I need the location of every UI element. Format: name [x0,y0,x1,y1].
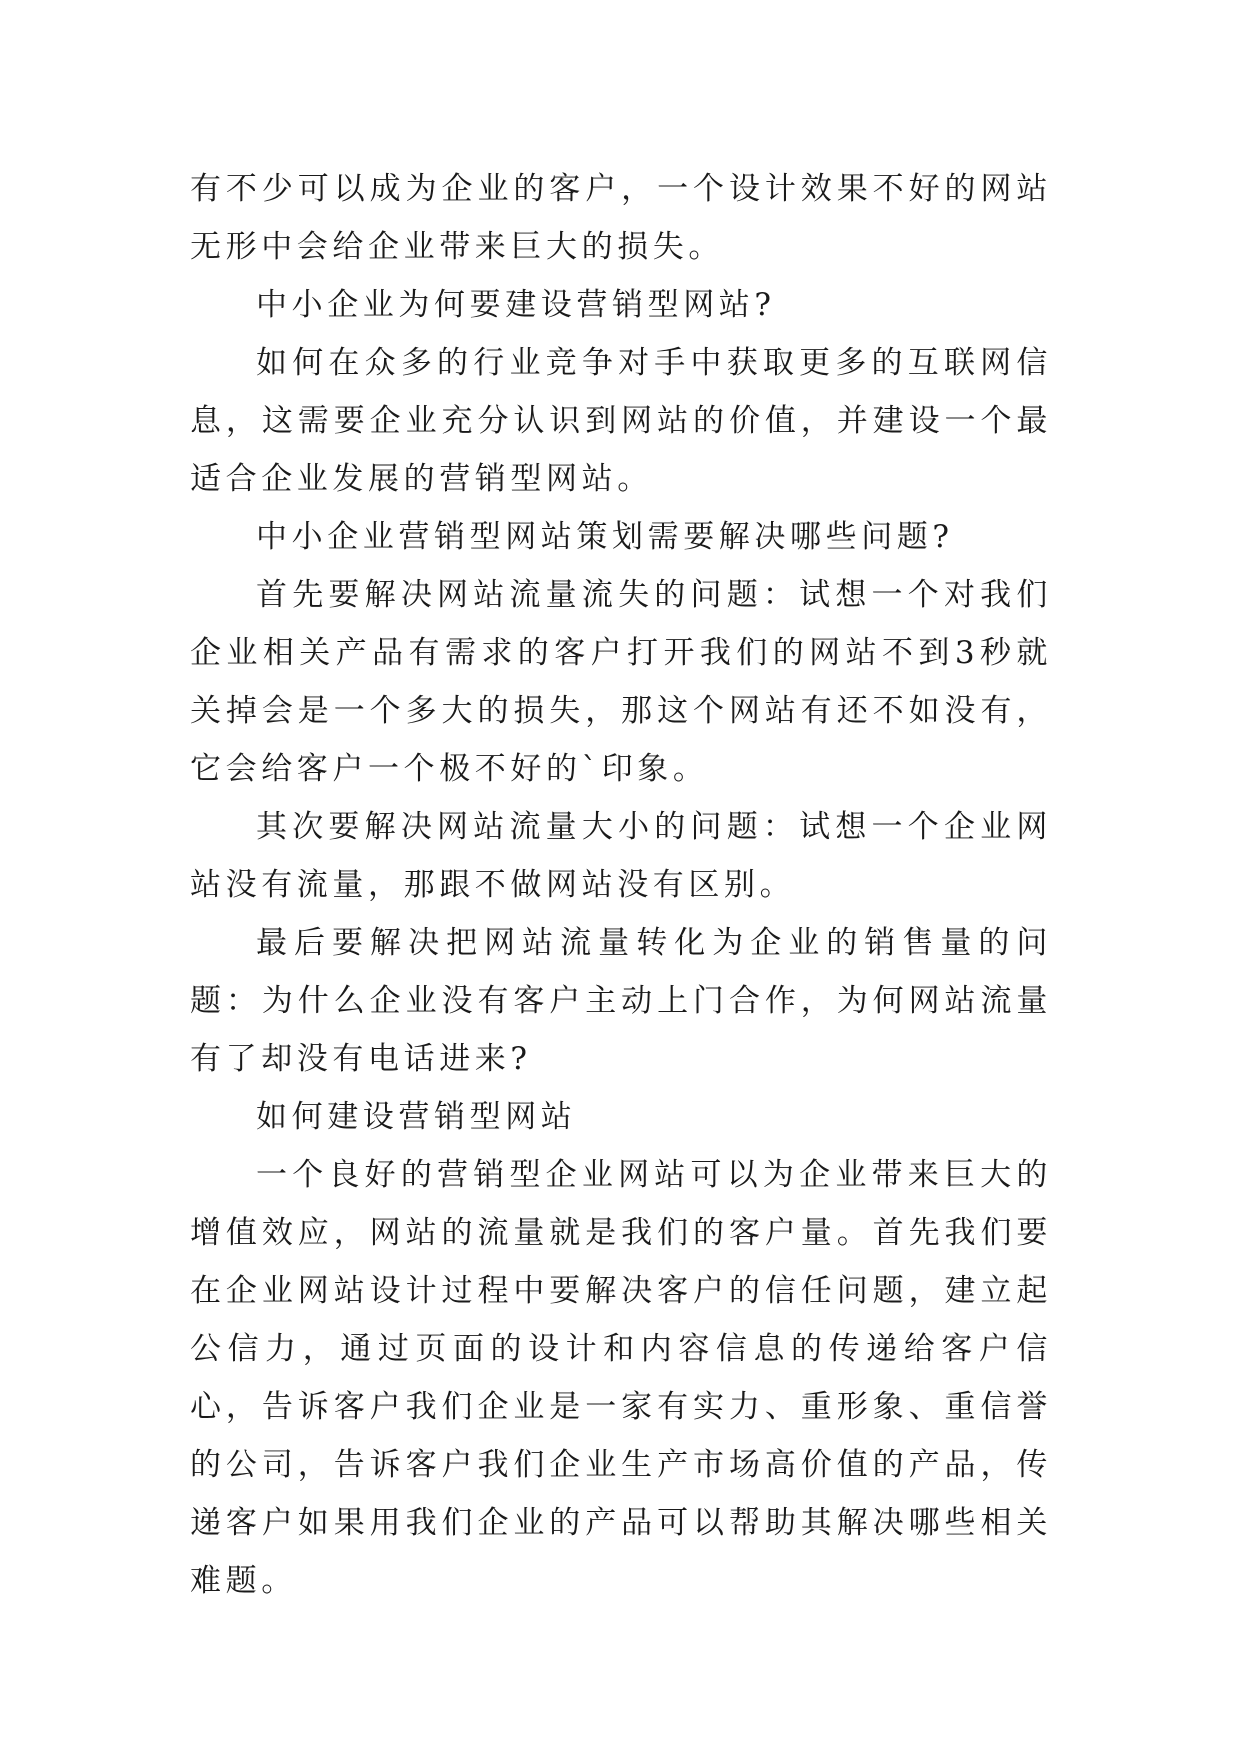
paragraph-7: 最后要解决把网站流量转化为企业的销售量的问题：为什么企业没有客户主动上门合作，为何网站流量有了却没有电话进来? [190,925,1052,1077]
paragraph-3: 如何在众多的行业竞争对手中获取更多的互联网信息，这需要企业充分认识到网站的价值，并建设一个最适合企业发展的营销型网站。 [190,345,1052,497]
heading-problems: 中小企业营销型网站策划需要解决哪些问题? [256,519,954,555]
document-body [190,160,1052,1610]
heading-how-build: 如何建设营销型网站 [256,1099,577,1135]
paragraph-9: 一个良好的营销型企业网站可以为企业带来巨大的增值效应，网站的流量就是我们的客户量。首先我们要在企业网站设计过程中要解决客户的信任问题，建立起公信力，通过页面的设计和内容信息的传递给客户信心，告诉客户我们企业是一家有实力、重形象、重信誉的公司，告诉客户我们企业生产市场高价值的产品，传递客户如果用我们企业的产品可以帮助其解决哪些相关难题。 [190,1157,1052,1599]
paragraph-6: 其次要解决网站流量大小的问题：试想一个企业网站没有流量，那跟不做网站没有区别。 [190,809,1052,903]
heading-why-build: 中小企业为何要建设营销型网站? [256,287,776,323]
paragraph-1: 有不少可以成为企业的客户，一个设计效果不好的网站无形中会给企业带来巨大的损失。 [190,171,1052,265]
paragraph-5: 首先要解决网站流量流失的问题：试想一个对我们企业相关产品有需求的客户打开我们的网站不到3秒就关掉会是一个多大的损失，那这个网站有还不如没有，它会给客户一个极不好的`印象。 [190,577,1052,787]
